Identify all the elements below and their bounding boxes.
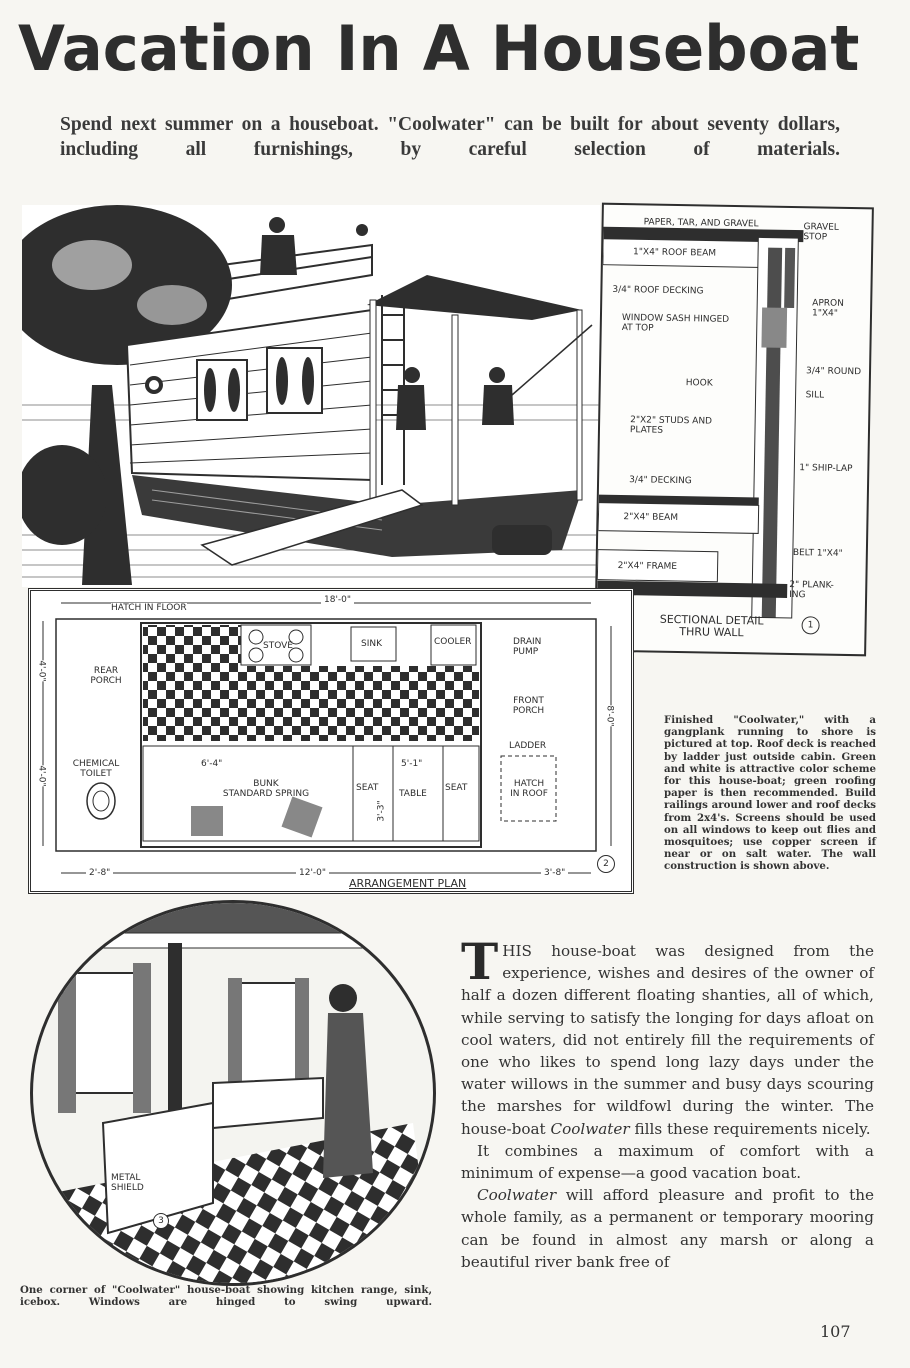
- sectional-detail-figure: [594, 203, 874, 657]
- label-roof-decking: 3/4" ROOF DECKING: [612, 284, 704, 297]
- label-cabin-length: 12'-0": [296, 868, 329, 878]
- label-seat-left: SEAT: [356, 783, 379, 793]
- label-planking: 2" PLANK-ING: [789, 579, 834, 601]
- drop-cap: T: [461, 932, 499, 991]
- label-bunk-length: 6'-4": [201, 759, 223, 769]
- figure-number-3: 3: [153, 1213, 169, 1229]
- page-number: 107: [820, 1322, 851, 1341]
- label-hatch-roof: HATCH IN ROOF: [510, 779, 548, 799]
- label-sink: SINK: [361, 639, 383, 649]
- label-decking: 3/4" DECKING: [629, 475, 692, 487]
- caption-houseboat: Finished "Coolwater," with a gangplank running to shore is pictured at top. Roof deck is reached by ladder just outside cabin. Green and white is attractive color scheme for this house-boat; green roofing paper is then recommended. Build railings around lower and roof decks from 2x4's. Screens should be used on all windows to keep out flies and mosquitoes; use copper screen if near or on salt water. The wall construction is shown above.: [664, 714, 876, 873]
- label-cooler: COOLER: [434, 637, 472, 647]
- body-paragraph-1: THIS house-boat was designed from the experience, wishes and desires of the owner of half a dozen different floating shanties, all of which, while serving to satisfy the longing for days afloat on cool waters, did not entirely fill the requirements of one who likes to spend long lazy days under the water willows in the summer and busy days scouring the marshes for wildfowl during the winter. The house-boat Coolwater fills these requirements nicely.: [461, 932, 874, 1138]
- houseboat-illustration: [22, 205, 600, 587]
- label-front-porch: FRONT PORCH: [512, 696, 545, 716]
- label-belt: BELT 1"X4": [792, 548, 843, 559]
- label-studs: 2"X2" STUDS AND PLATES: [629, 415, 713, 436]
- body-paragraph-3: Coolwater will afford pleasure and profit to the whole family, as a permanent or temporary mooring can be found in almost any marsh or along a beautiful river bank free of: [461, 1186, 874, 1271]
- label-side-bottom: 4'-0": [36, 765, 47, 787]
- label-table-span: 5'-1": [401, 759, 423, 769]
- label-side-top: 4'-0": [36, 660, 47, 682]
- figure-number-2: 2: [597, 855, 615, 873]
- label-gravel-stop: GRAVEL STOP: [803, 222, 839, 243]
- article-title: Vacation In A Houseboat: [18, 12, 860, 85]
- label-ship-lap: 1" SHIP-LAP: [799, 463, 853, 475]
- label-apron: APRON 1"X4": [811, 298, 844, 319]
- body-paragraph-2: It combines a maximum of comfort with a minimum of expense—a good vacation boat.: [461, 1141, 874, 1183]
- label-table-depth: 3'-3": [376, 800, 387, 822]
- label-paper-tar-gravel: PAPER, TAR, AND GRAVEL: [643, 217, 759, 230]
- label-beam: 2"X4" BEAM: [623, 512, 679, 524]
- label-stove: STOVE: [263, 641, 293, 651]
- label-metal-shield: METAL SHIELD: [111, 1173, 144, 1193]
- sectional-detail-title: SECTIONAL DETAIL THRU WALL: [659, 612, 764, 640]
- label-seat-right: SEAT: [445, 783, 468, 793]
- label-hook: HOOK: [685, 378, 713, 389]
- label-hatch-floor: HATCH IN FLOOR: [111, 603, 187, 613]
- label-width-total: 8'-0": [604, 705, 615, 727]
- label-frame: 2"X4" FRAME: [617, 560, 678, 573]
- label-bunk: BUNK STANDARD SPRING: [222, 779, 310, 799]
- label-drain-pump: DRAIN PUMP: [513, 637, 542, 657]
- label-ladder: LADDER: [509, 741, 547, 751]
- label-length-total: 18'-0": [321, 595, 354, 605]
- label-front-depth: 3'-8": [541, 868, 568, 878]
- label-roof-beam: 1"X4" ROOF BEAM: [632, 247, 717, 259]
- label-rear-porch: REAR PORCH: [90, 666, 122, 686]
- figure-number-1: 1: [801, 616, 819, 634]
- caption-kitchen: One corner of "Coolwater" house-boat showing kitchen range, sink, icebox. Windows are hinged to swing upward.: [20, 1284, 432, 1308]
- article-body: [461, 932, 874, 1273]
- label-table: TABLE: [399, 789, 427, 799]
- label-chemical-toilet: CHEMICAL TOILET: [72, 759, 120, 779]
- arrangement-plan-title: ARRANGEMENT PLAN: [349, 877, 467, 890]
- article-deck: Spend next summer on a houseboat. "Coolwater" can be built for about seventy dollars, including all furnishings, by careful selection of materials.: [60, 114, 840, 160]
- label-sill: SILL: [805, 390, 825, 401]
- label-window-sash: WINDOW SASH HINGED AT TOP: [621, 313, 730, 334]
- label-round: 3/4" ROUND: [805, 366, 862, 378]
- kitchen-illustration: [30, 900, 436, 1286]
- label-rear-depth: 2'-8": [86, 868, 113, 878]
- arrangement-plan-figure: [28, 588, 634, 894]
